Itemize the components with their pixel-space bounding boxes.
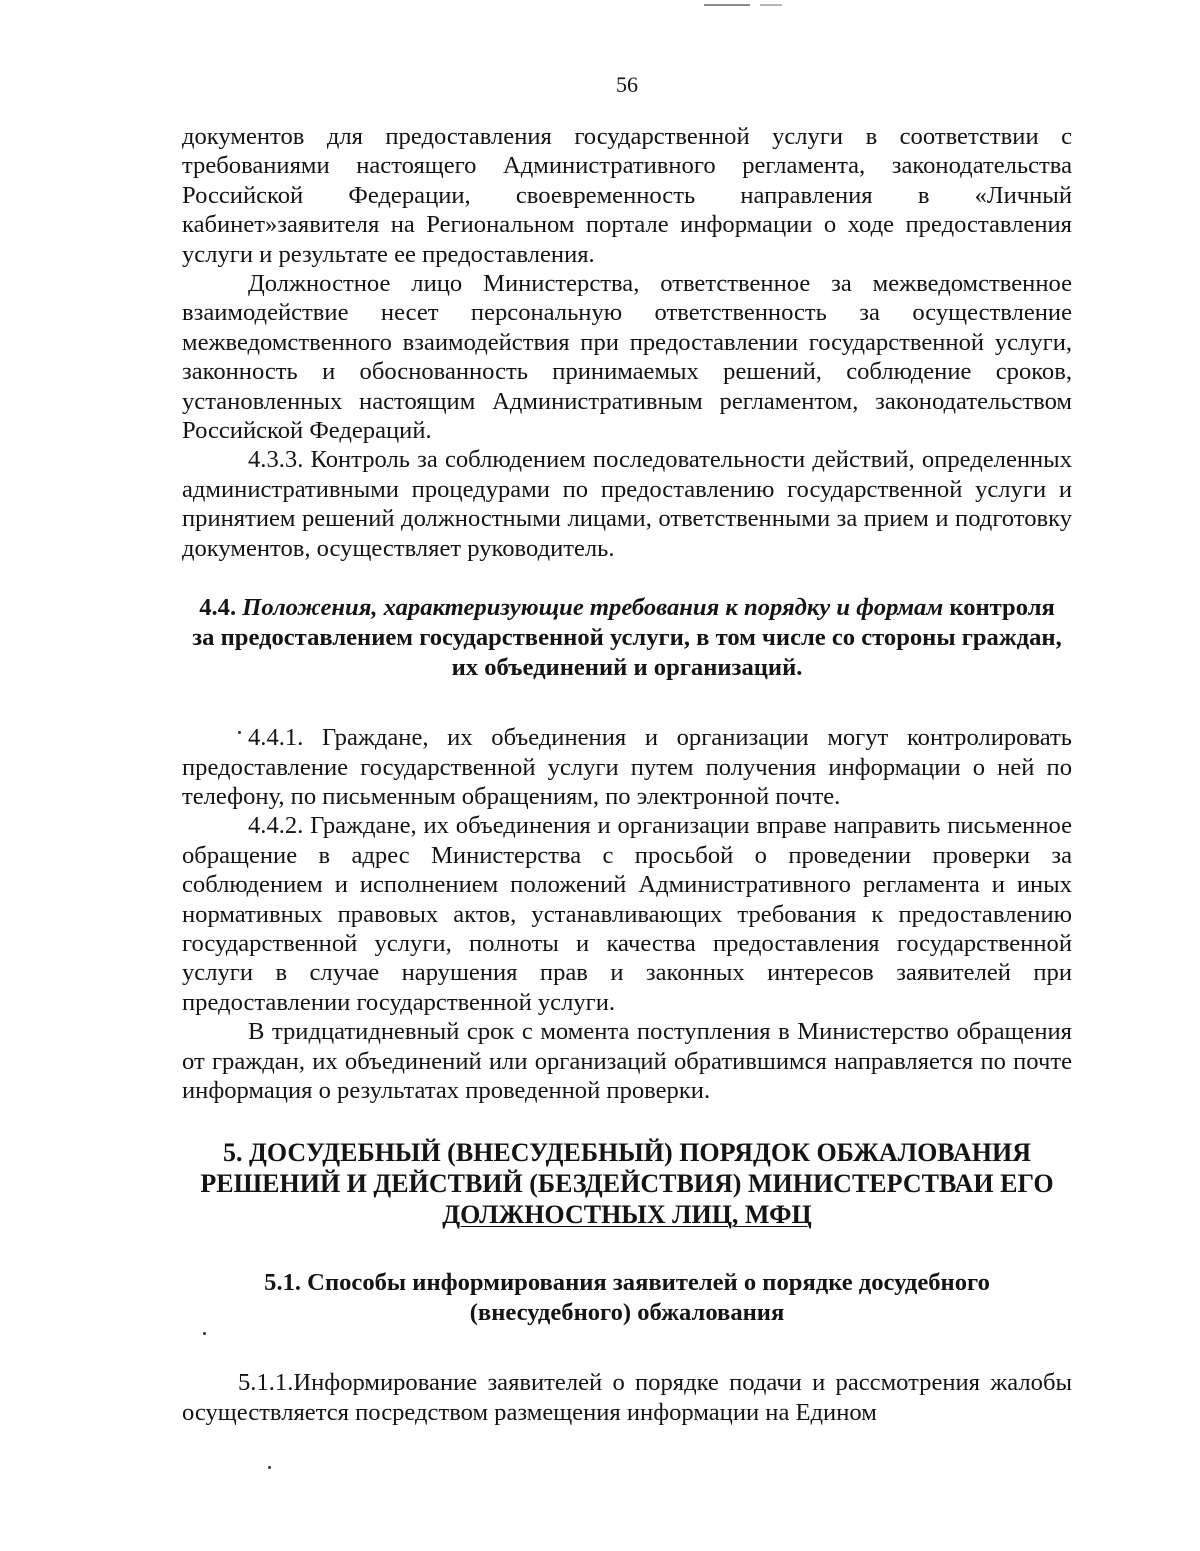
document-body <box>182 122 1072 1427</box>
spacer <box>182 1105 1072 1137</box>
paragraph-4-4-1: 4.4.1. Граждане, их объединения и организации могут контролировать предоставление государственной услуги путем получения информации о ней по телефону, по письменным обращениям, по электронной почте. <box>182 724 1072 810</box>
scan-artifact <box>704 4 750 6</box>
spacer <box>182 683 1072 723</box>
paragraph-thirty-day: В тридцатидневный срок с момента поступления в Министерство обращения от граждан, их объединений или организаций обратившимся направляется по почте информация о результатах проведенной проверки. <box>182 1018 1072 1104</box>
scan-speck <box>203 1332 206 1335</box>
heading-4-4-italic: Положения, характеризующие требования к порядку и формам <box>242 594 944 622</box>
heading-4-4-rest: контроля за предоставлением государственной услуги, в том числе со стороны граждан, их объединений и организаций. <box>192 594 1062 682</box>
heading-section-5-line1: 5. ДОСУДЕБНЫЙ (ВНЕСУДЕБНЫЙ) ПОРЯДОК ОБЖАЛОВАНИЯ <box>222 1138 1032 1168</box>
paragraph-responsible-official: Должностное лицо Министерства, ответственное за межведомственное взаимодействие несет персональную ответственность за осуществление межведомственного взаимодействия при предоставлении государственной услуги, законность и обоснованность принимаемых решений, соблюдение сроков, установленных настоящим Административным регламентом, законодательством Российской Федераций. <box>182 270 1072 445</box>
scan-speck <box>238 731 241 734</box>
heading-section-5 <box>182 1137 1072 1230</box>
heading-4-4 <box>182 593 1072 683</box>
scan-artifact <box>760 4 782 6</box>
paragraph-4-3-3: 4.3.3. Контроль за соблюдением последовательности действий, определенных административными процедурами по предоставлению государственной услуги и принятием решений должностными лицами, ответственными за прием и подготовку документов, осуществляет руководитель. <box>182 446 1072 562</box>
paragraph-continuation: документов для предоставления государственной услуги в соответствии с требованиями настоящего Административного регламента, законодательства Российской Федерации, своевременность направления в «Личный кабинет»заявителя на Региональном портале информации о ходе предоставления услуги и результате ее предоставления. <box>182 123 1072 268</box>
paragraph-4-4-2: 4.4.2. Граждане, их объединения и организации вправе направить письменное обращение в адрес Министерства с просьбой о проведении проверки за соблюдением и исполнением положений Административного регламента и иных нормативных правовых актов, устанавливающих требования к предоставлению государственной услуги, полноты и качества предоставления государственной услуги в случае нарушения прав и законных интересов заявителей при предоставлении государственной услуги. <box>182 812 1072 1016</box>
heading-section-5-line2: РЕШЕНИЙ И ДЕЙСТВИЙ (БЕЗДЕЙСТВИЯ) МИНИСТЕРСТВАИ ЕГО <box>200 1169 1054 1199</box>
heading-4-4-number: 4.4. <box>199 594 243 622</box>
heading-5-1-line1: 5.1. Способы информирования заявителей о порядке досудебного <box>264 1269 990 1297</box>
spacer <box>182 563 1072 593</box>
heading-section-5-line3: ДОЛЖНОСТНЫХ ЛИЦ, МФЦ <box>442 1200 812 1230</box>
spacer <box>182 1230 1072 1268</box>
spacer <box>182 1328 1072 1368</box>
scan-speck <box>268 1466 271 1469</box>
page-number: 56 <box>616 72 638 97</box>
paragraph-5-1-1: 5.1.1.Информирование заявителей о порядке подачи и рассмотрения жалобы осуществляется посредством размещения информации на Едином <box>182 1369 1072 1426</box>
heading-5-1-line2: (внесудебного) обжалования <box>469 1299 785 1327</box>
heading-5-1 <box>182 1268 1072 1328</box>
